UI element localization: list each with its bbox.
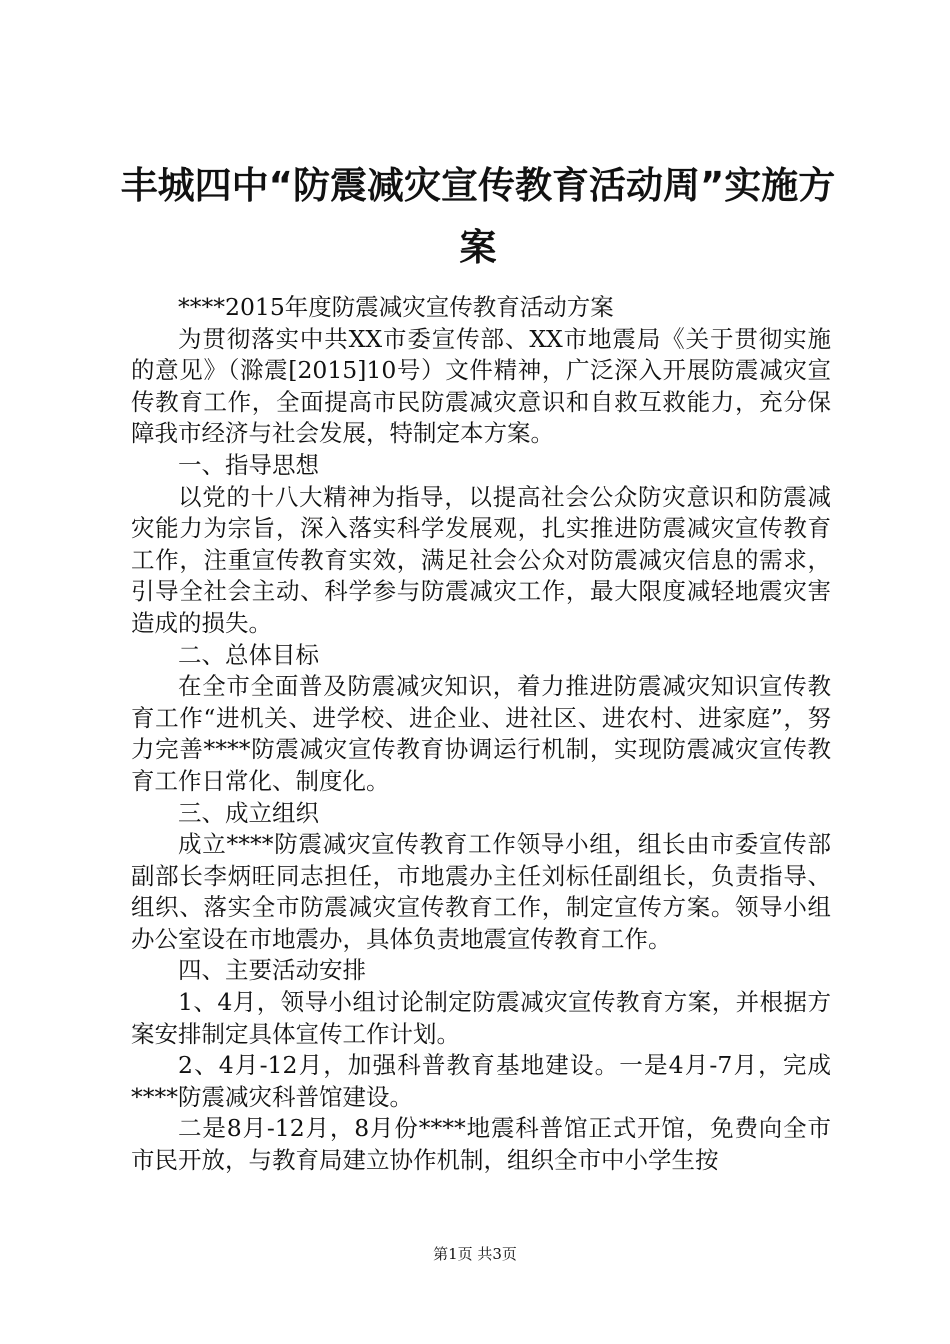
paragraph-intro: 为贯彻落实中共XX市委宣传部、XX市地震局《关于贯彻实施的意见》（滁震[2015]10号）文件精神，广泛深入开展防震减灾宣传教育工作，全面提高市民防震减灾意识和自救互救能力，充分保障我市经济与社会发展，特制定本方案。 — [131, 324, 831, 448]
paragraph-activity-2b: 二是8月-12月，8月份****地震科普馆正式开馆，免费向全市市民开放，与教育局建立协作机制，组织全市中小学生按 — [131, 1114, 831, 1175]
paragraph-activity-1: 1、4月，领导小组讨论制定防震减灾宣传教育方案，并根据方案安排制定具体宣传工作计划。 — [131, 988, 831, 1048]
page-number-footer: 第1页 共3页 — [433, 1245, 517, 1263]
section-heading-organization: 三、成立组织 — [178, 798, 319, 827]
paragraph-overall-goal: 在全市全面普及防震减灾知识，着力推进防震减灾知识宣传教育工作“进机关、进学校、进企业、进社区、进农村、进家庭”，努力完善****防震减灾宣传教育协调运行机制，实现防震减灾宣传教育工作日常化、制度化。 — [131, 672, 831, 795]
paragraph-activity-2: 2、4月-12月，加强科普教育基地建设。一是4月-7月，完成****防震减灾科普馆建设。 — [131, 1051, 831, 1111]
section-heading-guiding-ideology: 一、指导思想 — [178, 450, 319, 479]
paragraph-guiding-ideology: 以党的十八大精神为指导，以提高社会公众防灾意识和防震减灾能力为宗旨，深入落实科学发展观，扎实推进防震减灾宣传教育工作，注重宣传教育实效，满足社会公众对防震减灾信息的需求，引导全社会主动、科学参与防震减灾工作，最大限度减轻地震灾害造成的损失。 — [131, 482, 831, 637]
paragraph-organization: 成立****防震减灾宣传教育工作领导小组，组长由市委宣传部副部长李炳旺同志担任，市地震办主任刘标任副组长，负责指导、组织、落实全市防震减灾宣传教育工作，制定宣传方案。领导小组办公室设在市地震办，具体负责地震宣传教育工作。 — [131, 830, 831, 953]
section-heading-activities: 四、主要活动安排 — [178, 956, 366, 985]
paragraph-subtitle: ****2015年度防震减灾宣传教育活动方案 — [178, 293, 614, 321]
document-body — [131, 292, 831, 1177]
document-title: 丰城四中“防震减灾宣传教育活动周”实施方案 — [120, 164, 836, 269]
section-heading-overall-goal: 二、总体目标 — [178, 640, 319, 669]
